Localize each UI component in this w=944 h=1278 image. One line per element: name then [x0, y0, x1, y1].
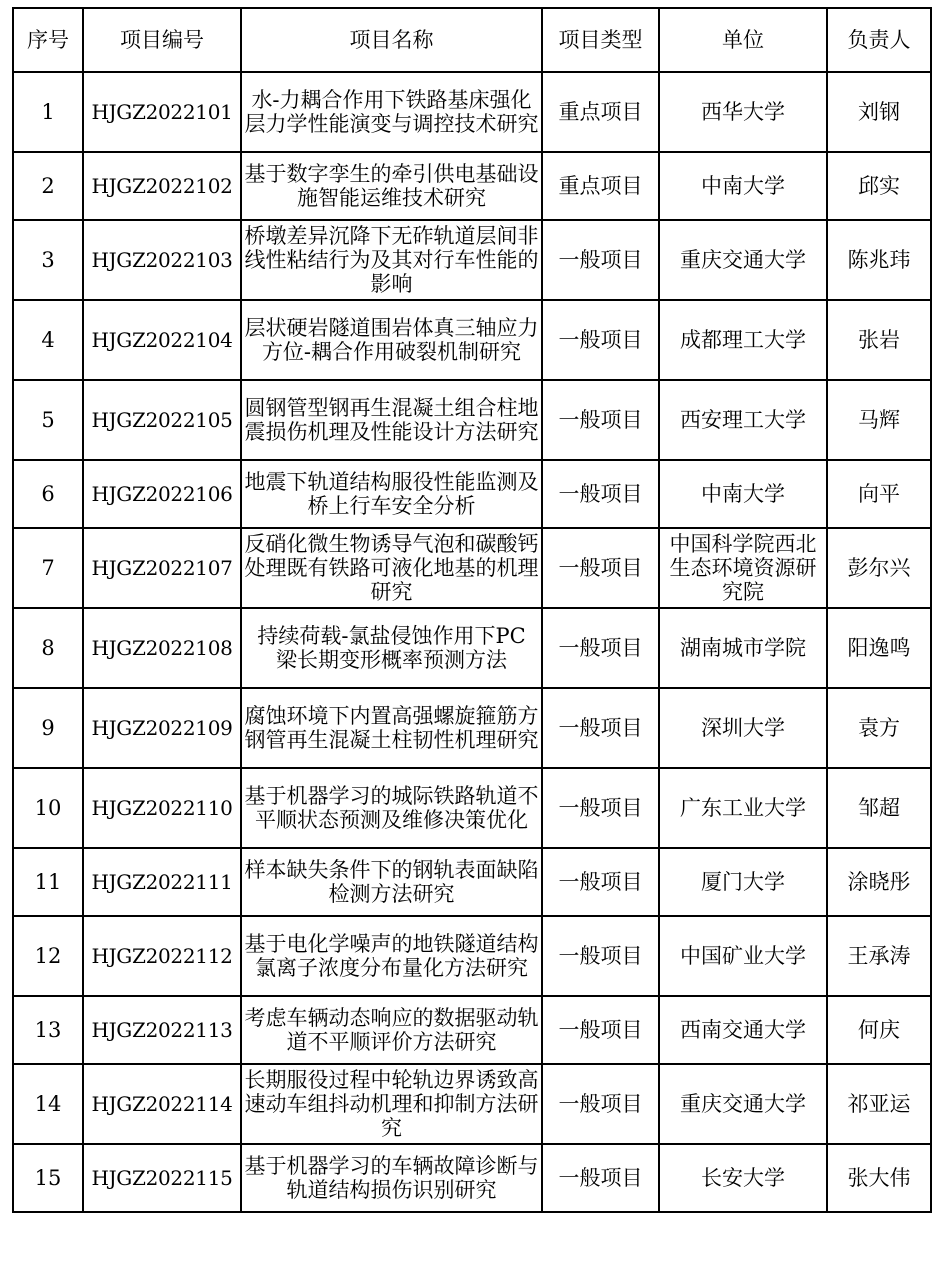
cell-type: 重点项目: [542, 72, 659, 152]
cell-type: 重点项目: [542, 152, 659, 220]
cell-unit: 西安理工大学: [659, 380, 827, 460]
cell-no: 13: [13, 996, 83, 1064]
cell-code: HJGZ2022111: [83, 848, 241, 916]
cell-name: 基于机器学习的车辆故障诊断与轨道结构损伤识别研究: [241, 1144, 542, 1212]
cell-leader: 向平: [827, 460, 931, 528]
cell-code: HJGZ2022101: [83, 72, 241, 152]
cell-leader: 张大伟: [827, 1144, 931, 1212]
cell-type: 一般项目: [542, 996, 659, 1064]
table-row: [13, 1064, 931, 1144]
cell-type: 一般项目: [542, 768, 659, 848]
cell-name: 基于电化学噪声的地铁隧道结构氯离子浓度分布量化方法研究: [241, 916, 542, 996]
cell-unit: 长安大学: [659, 1144, 827, 1212]
cell-unit: 西华大学: [659, 72, 827, 152]
cell-type: 一般项目: [542, 380, 659, 460]
cell-unit: 重庆交通大学: [659, 220, 827, 300]
cell-unit: 西南交通大学: [659, 996, 827, 1064]
cell-no: 15: [13, 1144, 83, 1212]
cell-code: HJGZ2022103: [83, 220, 241, 300]
cell-type: 一般项目: [542, 848, 659, 916]
header-cell-leader: 负责人: [827, 8, 931, 72]
header-cell-code: 项目编号: [83, 8, 241, 72]
cell-code: HJGZ2022109: [83, 688, 241, 768]
cell-name: 腐蚀环境下内置高强螺旋箍筋方钢管再生混凝土柱韧性机理研究: [241, 688, 542, 768]
cell-unit: 中国矿业大学: [659, 916, 827, 996]
header-row: [13, 8, 931, 72]
cell-leader: 彭尔兴: [827, 528, 931, 608]
table-row: [13, 1144, 931, 1212]
cell-no: 4: [13, 300, 83, 380]
cell-leader: 袁方: [827, 688, 931, 768]
cell-unit: 中南大学: [659, 152, 827, 220]
cell-code: HJGZ2022106: [83, 460, 241, 528]
cell-code: HJGZ2022107: [83, 528, 241, 608]
table-row: [13, 460, 931, 528]
cell-name: 长期服役过程中轮轨边界诱致高速动车组抖动机理和抑制方法研究: [241, 1064, 542, 1144]
cell-no: 10: [13, 768, 83, 848]
cell-type: 一般项目: [542, 688, 659, 768]
cell-code: HJGZ2022113: [83, 996, 241, 1064]
cell-type: 一般项目: [542, 1144, 659, 1212]
cell-unit: 中南大学: [659, 460, 827, 528]
cell-leader: 何庆: [827, 996, 931, 1064]
cell-leader: 阳逸鸣: [827, 608, 931, 688]
table-row: [13, 768, 931, 848]
cell-name: 基于数字孪生的牵引供电基础设施智能运维技术研究: [241, 152, 542, 220]
cell-no: 11: [13, 848, 83, 916]
cell-no: 8: [13, 608, 83, 688]
cell-leader: 王承涛: [827, 916, 931, 996]
cell-unit: 广东工业大学: [659, 768, 827, 848]
cell-leader: 陈兆玮: [827, 220, 931, 300]
cell-code: HJGZ2022108: [83, 608, 241, 688]
cell-no: 1: [13, 72, 83, 152]
cell-leader: 邹超: [827, 768, 931, 848]
table-row: [13, 996, 931, 1064]
cell-name: 水-力耦合作用下铁路基床强化层力学性能演变与调控技术研究: [241, 72, 542, 152]
cell-name: 桥墩差异沉降下无砟轨道层间非线性粘结行为及其对行车性能的影响: [241, 220, 542, 300]
cell-leader: 祁亚运: [827, 1064, 931, 1144]
table-row: [13, 688, 931, 768]
cell-code: HJGZ2022114: [83, 1064, 241, 1144]
table-row: [13, 848, 931, 916]
cell-type: 一般项目: [542, 1064, 659, 1144]
header-cell-name: 项目名称: [241, 8, 542, 72]
cell-no: 6: [13, 460, 83, 528]
table-row: [13, 220, 931, 300]
cell-leader: 邱实: [827, 152, 931, 220]
cell-leader: 刘钢: [827, 72, 931, 152]
cell-unit: 厦门大学: [659, 848, 827, 916]
cell-type: 一般项目: [542, 460, 659, 528]
cell-type: 一般项目: [542, 916, 659, 996]
header-cell-no: 序号: [13, 8, 83, 72]
cell-no: 9: [13, 688, 83, 768]
cell-code: HJGZ2022104: [83, 300, 241, 380]
cell-unit: 成都理工大学: [659, 300, 827, 380]
table-row: [13, 300, 931, 380]
cell-name: 反硝化微生物诱导气泡和碳酸钙处理既有铁路可液化地基的机理研究: [241, 528, 542, 608]
cell-leader: 马辉: [827, 380, 931, 460]
table-row: [13, 152, 931, 220]
table-row: [13, 608, 931, 688]
cell-no: 5: [13, 380, 83, 460]
cell-no: 7: [13, 528, 83, 608]
cell-no: 2: [13, 152, 83, 220]
cell-type: 一般项目: [542, 300, 659, 380]
cell-name: 样本缺失条件下的钢轨表面缺陷检测方法研究: [241, 848, 542, 916]
cell-unit: 中国科学院西北生态环境资源研究院: [659, 528, 827, 608]
table-row: [13, 528, 931, 608]
cell-name: 考虑车辆动态响应的数据驱动轨道不平顺评价方法研究: [241, 996, 542, 1064]
table-row: [13, 916, 931, 996]
cell-code: HJGZ2022110: [83, 768, 241, 848]
cell-unit: 深圳大学: [659, 688, 827, 768]
cell-name: 层状硬岩隧道围岩体真三轴应力方位-耦合作用破裂机制研究: [241, 300, 542, 380]
cell-type: 一般项目: [542, 608, 659, 688]
table-row: [13, 72, 931, 152]
cell-code: HJGZ2022102: [83, 152, 241, 220]
cell-name: 圆钢管型钢再生混凝土组合柱地震损伤机理及性能设计方法研究: [241, 380, 542, 460]
cell-unit: 湖南城市学院: [659, 608, 827, 688]
cell-type: 一般项目: [542, 220, 659, 300]
cell-code: HJGZ2022115: [83, 1144, 241, 1212]
cell-no: 12: [13, 916, 83, 996]
header-cell-unit: 单位: [659, 8, 827, 72]
cell-no: 3: [13, 220, 83, 300]
table-row: [13, 380, 931, 460]
cell-code: HJGZ2022105: [83, 380, 241, 460]
cell-unit: 重庆交通大学: [659, 1064, 827, 1144]
project-table: [12, 7, 932, 1213]
cell-type: 一般项目: [542, 528, 659, 608]
cell-leader: 张岩: [827, 300, 931, 380]
cell-code: HJGZ2022112: [83, 916, 241, 996]
cell-name: 地震下轨道结构服役性能监测及桥上行车安全分析: [241, 460, 542, 528]
cell-no: 14: [13, 1064, 83, 1144]
cell-name: 基于机器学习的城际铁路轨道不平顺状态预测及维修决策优化: [241, 768, 542, 848]
cell-name: 持续荷载-氯盐侵蚀作用下PC 梁长期变形概率预测方法: [241, 608, 542, 688]
header-cell-type: 项目类型: [542, 8, 659, 72]
cell-leader: 涂晓彤: [827, 848, 931, 916]
